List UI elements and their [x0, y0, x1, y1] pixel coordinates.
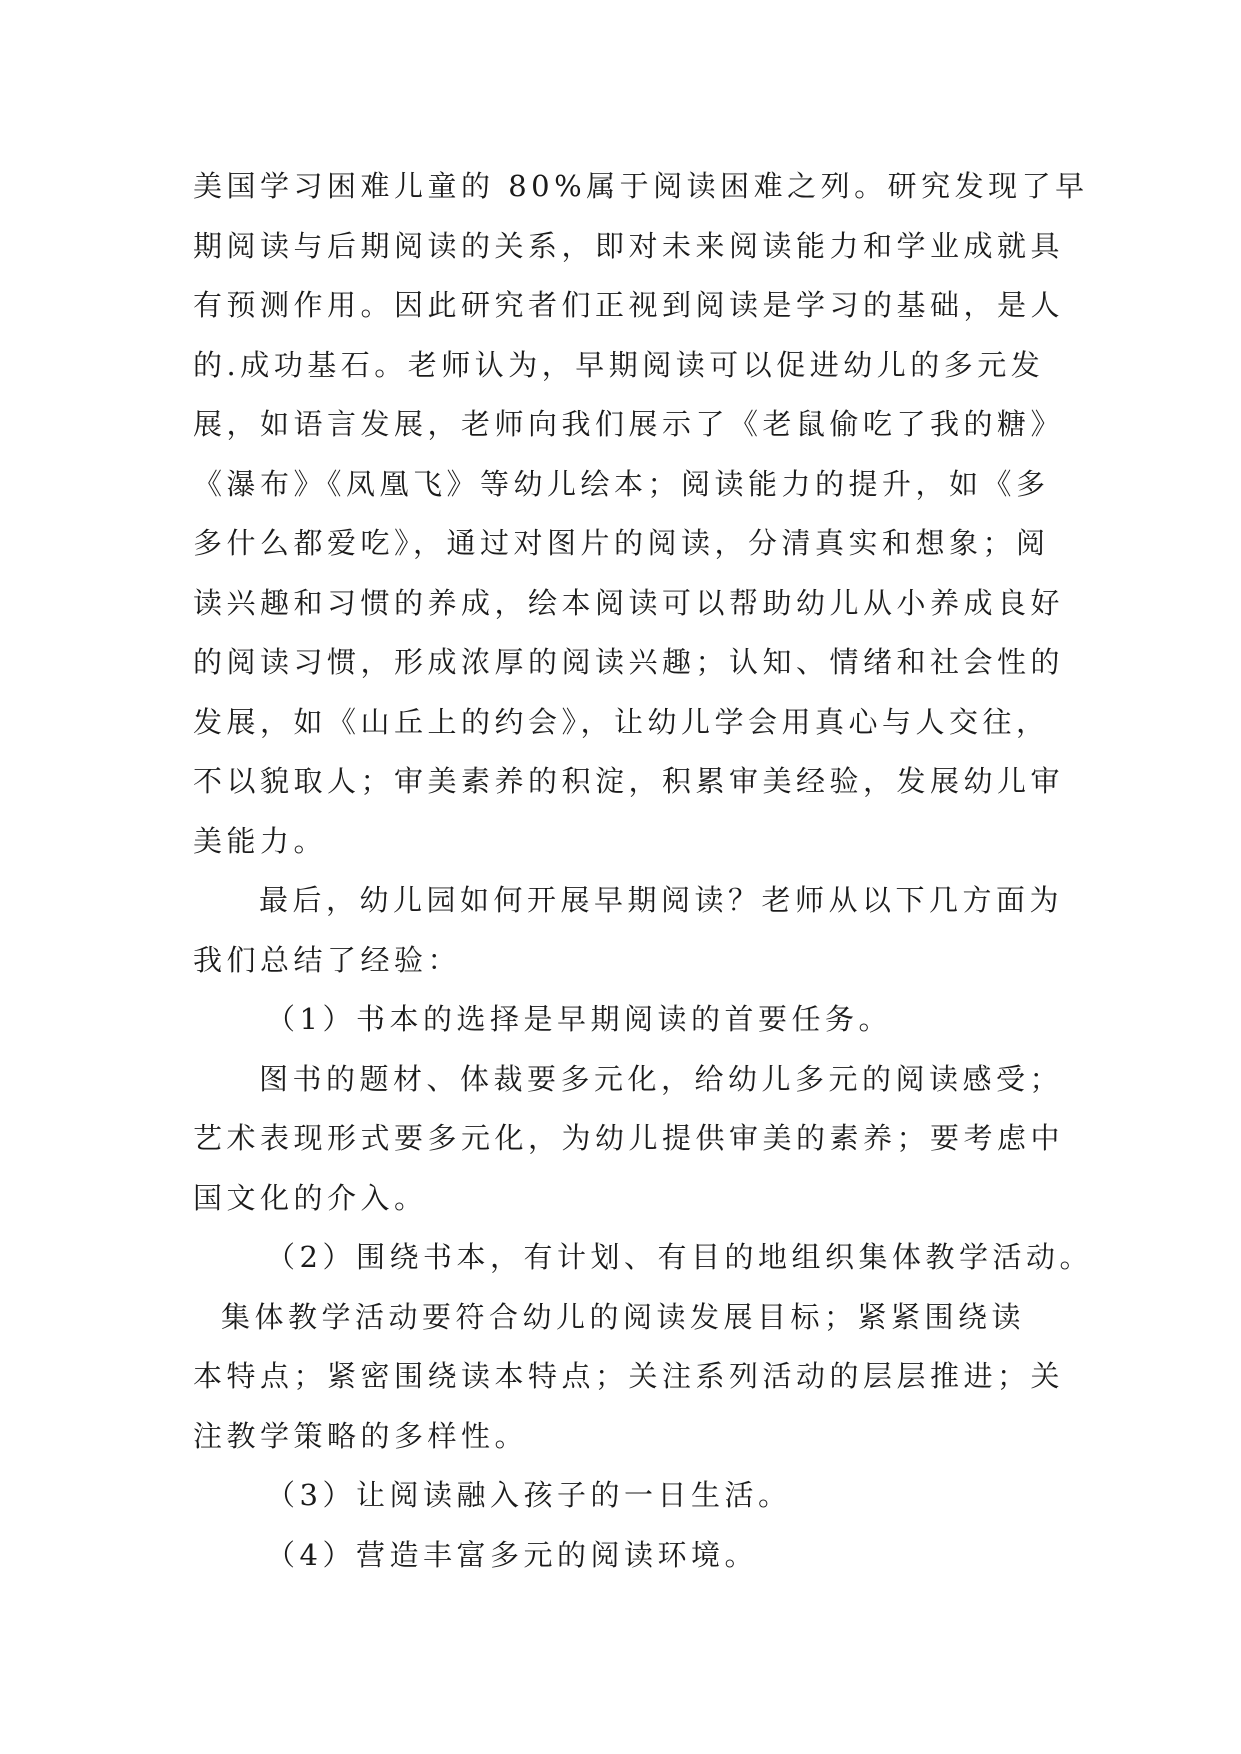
text-line: 美能力。: [193, 823, 328, 858]
list-item-2: （2）围绕书本，有计划、有目的地组织集体教学活动。: [266, 1240, 1093, 1274]
text-line: 我们总结了经验：: [193, 942, 462, 977]
list-item-3: （3）让阅读融入孩子的一日生活。: [266, 1478, 792, 1512]
text-line: 发展，如《山丘上的约会》，让幼儿学会用真心与人交往，: [193, 704, 1050, 739]
paragraph-start-line: 最后，幼儿园如何开展早期阅读？老师从以下几方面为: [259, 883, 1064, 917]
text-line: 国文化的介入。: [193, 1180, 428, 1215]
text-line: 多什么都爱吃》，通过对图片的阅读，分清真实和想象；阅: [193, 526, 1050, 560]
paragraph-start-line: 图书的题材、体裁要多元化，给幼儿多元的阅读感受；: [259, 1061, 1064, 1096]
text-line: 展，如语言发展，老师向我们展示了《老鼠偷吃了我的糖》: [193, 407, 1065, 441]
text-line: 《瀑布》《凤凰飞》等幼儿绘本；阅读能力的提升，如《多: [193, 466, 1050, 501]
body-text: [193, 157, 1093, 1585]
text-line: 的.成功基石。老师认为，早期阅读可以促进幼儿的多元发: [193, 347, 1045, 382]
text-line: 注教学策略的多样性。: [193, 1418, 529, 1453]
paragraph-start-line: 集体教学活动要符合幼儿的阅读发展目标；紧紧围绕读: [221, 1299, 1026, 1334]
text-line: 艺术表现形式要多元化，为幼儿提供审美的素养；要考虑中: [193, 1121, 1065, 1155]
text-line: 有预测作用。因此研究者们正视到阅读是学习的基础，是人: [193, 288, 1065, 322]
list-item-4: （4）营造丰富多元的阅读环境。: [266, 1537, 758, 1572]
text-line: 读兴趣和习惯的养成，绘本阅读可以帮助幼儿从小养成良好: [193, 585, 1065, 620]
text-line: 的阅读习惯，形成浓厚的阅读兴趣；认知、情绪和社会性的: [193, 645, 1065, 679]
text-line: 本特点；紧密围绕读本特点；关注系列活动的层层推进；关: [193, 1359, 1065, 1393]
list-item-1: （1）书本的选择是早期阅读的首要任务。: [266, 1002, 892, 1036]
text-line: 不以貌取人；审美素养的积淀，积累审美经验，发展幼儿审: [193, 764, 1065, 798]
text-line: 美国学习困难儿童的 80%属于阅读困难之列。研究发现了早: [193, 169, 1089, 203]
text-line: 期阅读与后期阅读的关系，即对未来阅读能力和学业成就具: [193, 228, 1065, 263]
